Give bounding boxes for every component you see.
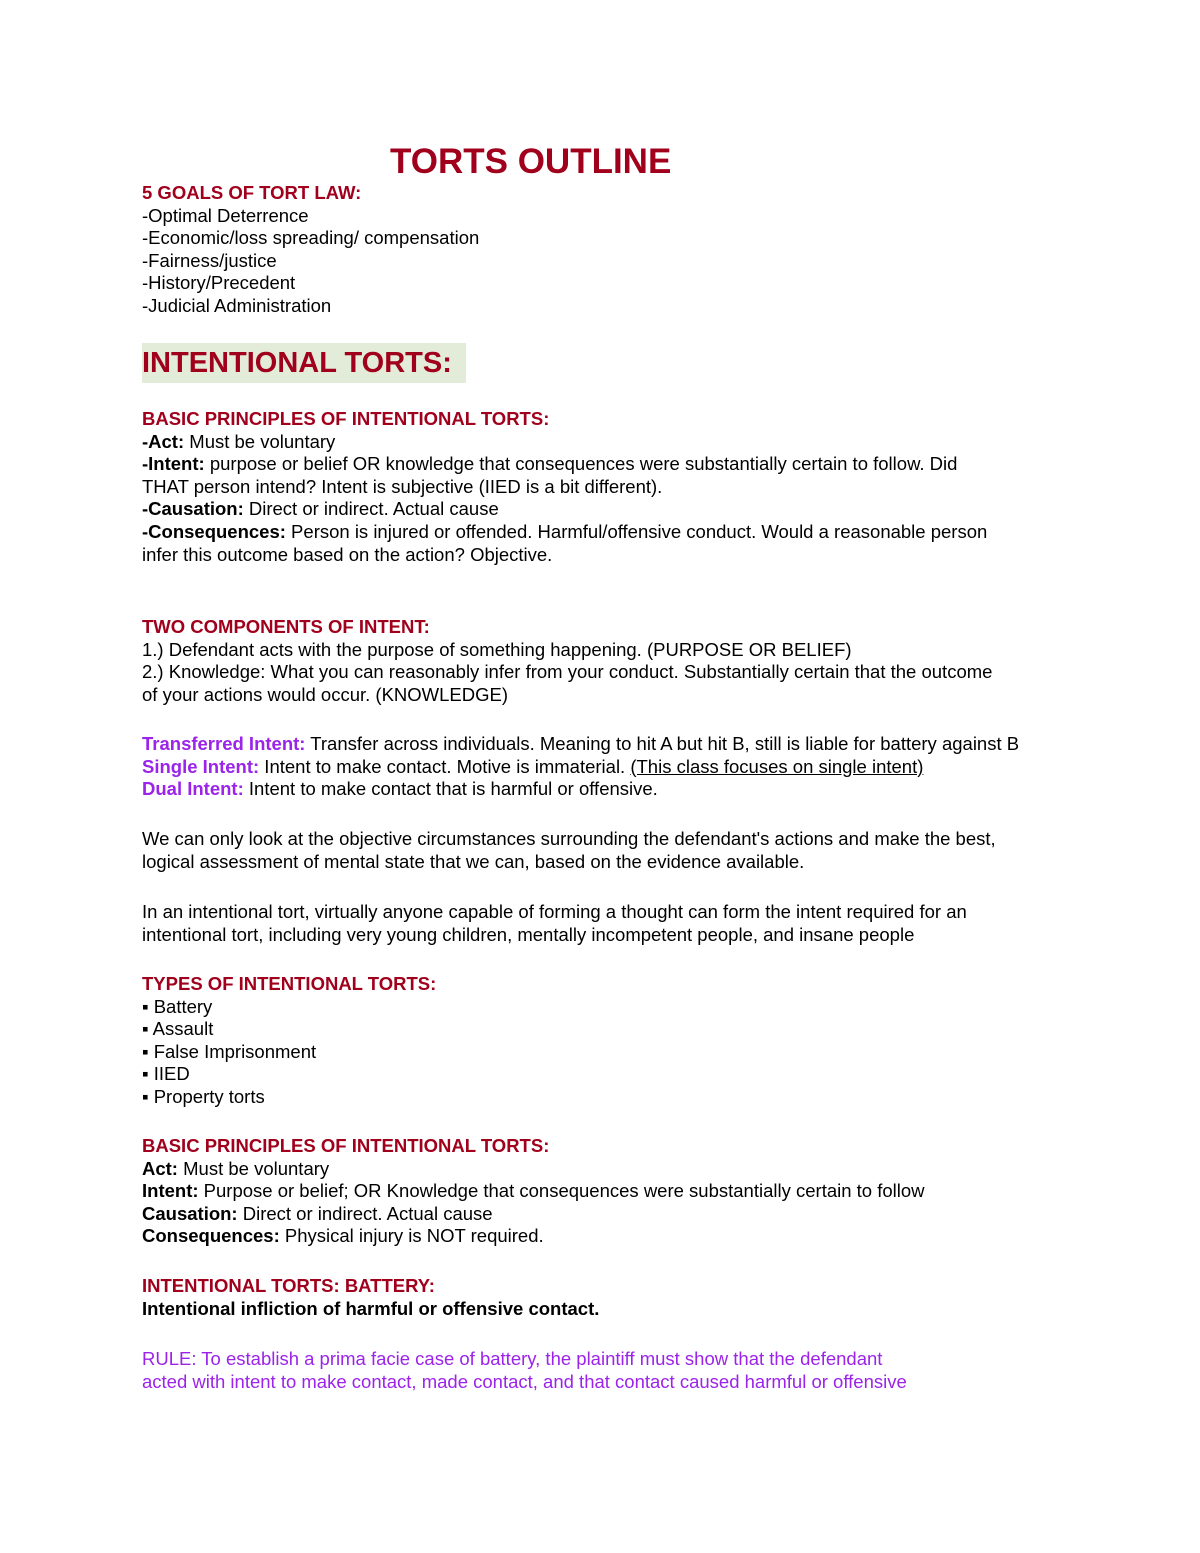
rule-line: acted with intent to make contact, made contact, and that contact caused harmful or offensive	[142, 1370, 907, 1392]
intent-text: purpose or belief OR knowledge that consequences were substantially certain to follow. Did	[204, 453, 958, 475]
intentional-torts-heading: INTENTIONAL TORTS:	[142, 343, 466, 383]
paragraph-line: logical assessment of mental state that we can, based on the evidence available.	[142, 850, 805, 872]
paragraph-line: In an intentional tort, virtually anyone capable of forming a thought can form the intent required for an	[142, 901, 967, 922]
consequences-text: Physical injury is NOT required.	[279, 1225, 544, 1247]
goal-item: -Economic/loss spreading/ compensation	[142, 227, 480, 249]
transferred-intent-label: Transferred Intent:	[142, 733, 306, 754]
basic-principles-section-2	[142, 1135, 925, 1248]
consequences-label: Consequences:	[142, 1225, 280, 1247]
intent-line-cont: THAT person intend? Intent is subjective (IIED is a bit different).	[142, 475, 663, 497]
document-title: TORTS OUTLINE	[390, 142, 672, 181]
battery-section	[142, 1275, 599, 1320]
transferred-intent-line	[142, 733, 1019, 756]
types-item: ▪ Property torts	[142, 1085, 265, 1107]
intentional-torts-heading-wrap	[142, 343, 466, 383]
goal-item: -Fairness/justice	[142, 249, 277, 271]
paragraph-line: intentional tort, including very young children, mentally incompetent people, and insane people	[142, 923, 915, 945]
causation-text: Direct or indirect. Actual cause	[243, 498, 499, 520]
basic-principles-heading: BASIC PRINCIPLES OF INTENTIONAL TORTS:	[142, 408, 550, 429]
basic-principles-section	[142, 408, 987, 566]
dual-intent-line	[142, 778, 1019, 801]
two-components-section	[142, 616, 992, 706]
paragraph-objective	[142, 828, 996, 873]
goals-section	[142, 182, 479, 318]
basic-principles-heading: BASIC PRINCIPLES OF INTENTIONAL TORTS:	[142, 1135, 550, 1156]
intent-types-section	[142, 733, 1019, 801]
intent-line	[142, 453, 987, 476]
two-components-heading: TWO COMPONENTS OF INTENT:	[142, 616, 430, 637]
intent-line	[142, 1180, 925, 1203]
single-intent-note: (This class focuses on single intent)	[630, 755, 924, 777]
goal-item: -Optimal Deterrence	[142, 204, 309, 226]
consequences-label: -Consequences:	[142, 520, 286, 542]
battery-rule	[142, 1348, 907, 1393]
act-label: -Act:	[142, 430, 185, 452]
types-item: ▪ IIED	[142, 1063, 190, 1085]
act-line	[142, 431, 987, 454]
causation-text: Direct or indirect. Actual cause	[237, 1202, 493, 1224]
causation-line	[142, 1203, 925, 1226]
types-item: ▪ Battery	[142, 995, 213, 1017]
battery-definition: Intentional infliction of harmful or offensive contact.	[142, 1297, 600, 1319]
consequences-line-cont: infer this outcome based on the action? Objective.	[142, 543, 553, 565]
causation-label: -Causation:	[142, 498, 244, 520]
goal-item: -Judicial Administration	[142, 294, 332, 316]
act-label: Act:	[142, 1157, 178, 1179]
intent-text: Purpose or belief; OR Knowledge that consequences were substantially certain to follow	[198, 1180, 925, 1202]
single-intent-line	[142, 756, 1019, 779]
single-intent-label: Single Intent:	[142, 755, 260, 777]
goals-heading: 5 GOALS OF TORT LAW:	[142, 182, 362, 203]
types-heading: TYPES OF INTENTIONAL TORTS:	[142, 973, 437, 994]
causation-label: Causation:	[142, 1202, 238, 1224]
causation-line	[142, 498, 987, 521]
single-intent-text: Intent to make contact. Motive is immaterial.	[259, 755, 631, 777]
battery-heading: INTENTIONAL TORTS: BATTERY:	[142, 1275, 435, 1296]
types-item: ▪ False Imprisonment	[142, 1040, 317, 1062]
act-text: Must be voluntary	[184, 430, 336, 452]
component-line: 2.) Knowledge: What you can reasonably infer from your conduct. Substantially certain that the outcome	[142, 661, 993, 683]
component-line: of your actions would occur. (KNOWLEDGE)	[142, 683, 509, 705]
goal-item: -History/Precedent	[142, 272, 296, 294]
consequences-text: Person is injured or offended. Harmful/offensive conduct. Would a reasonable person	[285, 520, 988, 542]
types-item: ▪ Assault	[142, 1018, 214, 1040]
rule-line: RULE: To establish a prima facie case of battery, the plaintiff must show that the defendant	[142, 1348, 883, 1369]
dual-intent-label: Dual Intent:	[142, 778, 244, 800]
intent-label: Intent:	[142, 1180, 199, 1202]
dual-intent-text: Intent to make contact that is harmful or offensive.	[243, 778, 658, 800]
types-section	[142, 973, 436, 1109]
consequences-line	[142, 521, 987, 544]
intent-label: -Intent:	[142, 453, 205, 475]
paragraph-line: We can only look at the objective circumstances surrounding the defendant's actions and make the best,	[142, 828, 996, 849]
transferred-intent-text: Transfer across individuals. Meaning to hit A but hit B, still is liable for battery against B	[305, 733, 1020, 754]
component-line: 1.) Defendant acts with the purpose of something happening. (PURPOSE OR BELIEF)	[142, 638, 852, 660]
consequences-line	[142, 1225, 925, 1248]
paragraph-capacity	[142, 901, 967, 946]
act-text: Must be voluntary	[177, 1157, 330, 1179]
act-line	[142, 1158, 925, 1181]
